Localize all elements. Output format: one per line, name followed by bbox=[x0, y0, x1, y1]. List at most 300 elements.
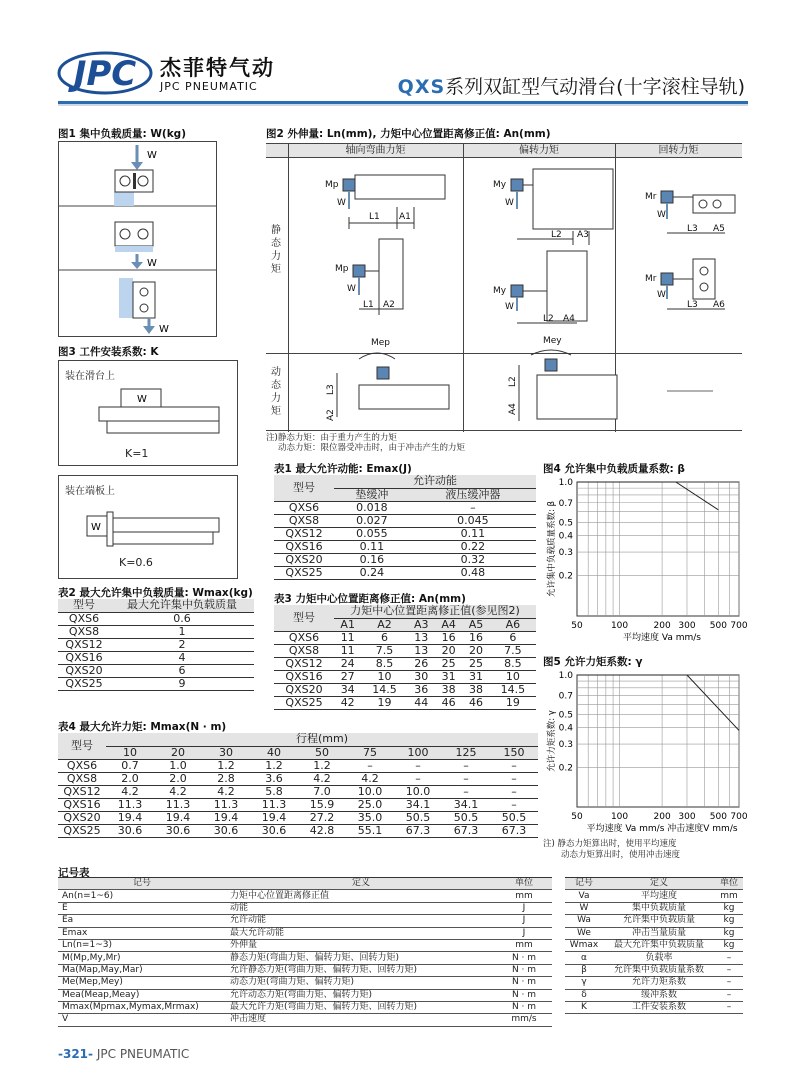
page-title bbox=[398, 72, 745, 99]
symbols_left-cell: Emax bbox=[58, 927, 226, 939]
table2-cell: 6 bbox=[110, 664, 254, 677]
svg-text:Mep: Mep bbox=[371, 338, 391, 348]
fig1-title: 图1 集中负载质量: W(kg) bbox=[58, 128, 186, 140]
table3-cell: 10 bbox=[361, 670, 407, 683]
symbols-title: 记号表 bbox=[58, 867, 90, 879]
symbols_right-cell: 允许集中负载质量系数 bbox=[603, 964, 715, 976]
table1-row bbox=[274, 566, 536, 579]
table2-row bbox=[58, 677, 254, 690]
table4 bbox=[58, 733, 538, 838]
table4-cell: QXS12 bbox=[58, 785, 106, 798]
symbols_right-row bbox=[565, 1001, 743, 1013]
table1-cell: 0.045 bbox=[410, 514, 536, 527]
symbols_left-row bbox=[58, 1014, 552, 1026]
table4-cell: 27.2 bbox=[298, 811, 346, 824]
symbols_right-cell: We bbox=[565, 927, 603, 939]
svg-text:L3: L3 bbox=[687, 300, 698, 310]
symbols_right-cell: 负载率 bbox=[603, 952, 715, 964]
table3-cell: 26 bbox=[408, 657, 435, 670]
table3-subheader: A5 bbox=[462, 618, 489, 631]
table3-cell: QXS6 bbox=[274, 631, 334, 644]
table3-cell: 25 bbox=[435, 657, 462, 670]
table4-cell: – bbox=[490, 772, 538, 785]
table3-cell: 8.5 bbox=[490, 657, 536, 670]
symbols_left-cell: 允许动态力矩(弯曲力矩、偏转力矩) bbox=[226, 989, 496, 1001]
symbols_left-cell: 最大允许力矩(弯曲力矩、偏转力矩、回转力矩) bbox=[226, 1001, 496, 1013]
table3-cell: 44 bbox=[408, 696, 435, 709]
symL-h-unit: 单位 bbox=[496, 878, 552, 890]
table1-cell: – bbox=[410, 501, 536, 514]
svg-text:My: My bbox=[493, 180, 507, 190]
table4-row bbox=[58, 772, 538, 785]
table1-cell: 0.32 bbox=[410, 553, 536, 566]
symbols_left-cell: An(n=1~6) bbox=[58, 890, 226, 902]
table1-cell: QXS20 bbox=[274, 553, 334, 566]
symbols_left-row bbox=[58, 927, 552, 939]
t1-h-model: 型号 bbox=[274, 475, 334, 501]
table4-cell: 30.6 bbox=[106, 824, 154, 837]
svg-text:A3: A3 bbox=[577, 230, 589, 240]
table1-cell: 0.027 bbox=[334, 514, 410, 527]
table1-cell: QXS16 bbox=[274, 540, 334, 553]
table4-cell: 34.1 bbox=[442, 798, 490, 811]
symbols_left-row bbox=[58, 989, 552, 1001]
table4-subheader: 100 bbox=[394, 746, 442, 759]
table3-cell: 11 bbox=[334, 631, 361, 644]
header-rule-shadow bbox=[58, 104, 748, 106]
svg-text:W: W bbox=[657, 290, 666, 300]
symbols_right-row bbox=[565, 939, 743, 951]
svg-text:A2: A2 bbox=[383, 300, 395, 310]
table2-cell: QXS16 bbox=[58, 651, 110, 664]
table2-cell: 1 bbox=[110, 625, 254, 638]
table3-cell: 16 bbox=[462, 631, 489, 644]
table3-row bbox=[274, 657, 536, 670]
symbols-right-table bbox=[565, 877, 743, 1014]
y-tick-label: 0.5 bbox=[558, 518, 573, 529]
table4-cell: 67.3 bbox=[442, 824, 490, 837]
svg-text:A1: A1 bbox=[399, 212, 411, 222]
t1-h-group: 允许动能 bbox=[334, 475, 536, 488]
symbols_left-cell: 力矩中心位置距离修正值 bbox=[226, 890, 496, 902]
table4-cell: 0.7 bbox=[106, 759, 154, 772]
symbols_right-cell: 平均速度 bbox=[603, 890, 715, 902]
table4-cell: – bbox=[490, 798, 538, 811]
table2-cell: QXS20 bbox=[58, 664, 110, 677]
table2-cell: QXS6 bbox=[58, 612, 110, 625]
fig3-panel-endplate bbox=[58, 475, 238, 579]
table4-cell: QXS16 bbox=[58, 798, 106, 811]
fig2-note-1: 注)静态力矩：由于重力产生的力矩 bbox=[266, 433, 397, 443]
table3-cell: 46 bbox=[462, 696, 489, 709]
symbols_left-row bbox=[58, 890, 552, 902]
svg-text:Mp: Mp bbox=[325, 180, 339, 190]
y-tick-label: 0.4 bbox=[558, 723, 573, 734]
x-tick-label: 50 bbox=[571, 812, 583, 822]
symbols_right-row bbox=[565, 952, 743, 964]
symbols_right-cell: kg bbox=[715, 902, 743, 914]
table2-cell: QXS8 bbox=[58, 625, 110, 638]
x-tick-label: 700 bbox=[730, 812, 748, 822]
table3-cell: 7.5 bbox=[490, 644, 536, 657]
svg-text:Mp: Mp bbox=[335, 264, 349, 274]
svg-text:Mey: Mey bbox=[543, 336, 562, 346]
table1-title: 表1 最大允许动能: Emax(J) bbox=[274, 463, 412, 475]
x-tick-label: 200 bbox=[653, 621, 671, 631]
fig2-note-2: 动态力矩：限位器受冲击时，由于冲击产生的力矩 bbox=[278, 443, 466, 453]
symbols_left-cell: N · m bbox=[496, 989, 552, 1001]
table2-row bbox=[58, 638, 254, 651]
table4-cell: 3.6 bbox=[250, 772, 298, 785]
svg-text:A5: A5 bbox=[713, 224, 725, 234]
symbols_left-cell: Mmax(Mpmax,Mymax,Mrmax) bbox=[58, 1001, 226, 1013]
fig2-col-pitch: 轴向弯曲力矩 bbox=[345, 145, 406, 156]
table2-row bbox=[58, 612, 254, 625]
table3-cell: 38 bbox=[435, 683, 462, 696]
table4-cell: QXS6 bbox=[58, 759, 106, 772]
table4-cell: 35.0 bbox=[346, 811, 394, 824]
table1 bbox=[274, 475, 536, 580]
x-tick-label: 300 bbox=[678, 621, 696, 631]
svg-text:W: W bbox=[337, 198, 346, 208]
svg-text:W: W bbox=[347, 284, 356, 294]
table4-cell: 10.0 bbox=[394, 785, 442, 798]
fig3-k1: K=1 bbox=[125, 447, 149, 460]
title-rest: 系列双缸型气动滑台(十字滚柱导轨) bbox=[445, 76, 745, 98]
table4-cell: 11.3 bbox=[106, 798, 154, 811]
table4-cell: 1.2 bbox=[250, 759, 298, 772]
fig3-panel2-label: 装在端板上 bbox=[65, 486, 115, 497]
y-tick-label: 1.0 bbox=[558, 478, 573, 488]
table4-row bbox=[58, 811, 538, 824]
chart-note-2: 动态力矩算出时，使用冲击速度 bbox=[561, 850, 681, 860]
table3-cell: 6 bbox=[490, 631, 536, 644]
fig3-panel1-label: 装在滑台上 bbox=[65, 371, 115, 382]
symbols_right-cell: K bbox=[565, 1001, 603, 1013]
symbols_left-cell: 静态力矩(弯曲力矩、偏转力矩、回转力矩) bbox=[226, 952, 496, 964]
table4-cell: – bbox=[442, 785, 490, 798]
y-tick-label: 0.7 bbox=[558, 498, 573, 509]
table1-cell: QXS6 bbox=[274, 501, 334, 514]
t2-h-model: 型号 bbox=[58, 599, 110, 612]
symbols_right-row bbox=[565, 977, 743, 989]
symbols_right-cell: β bbox=[565, 964, 603, 976]
symbols_right-cell: kg bbox=[715, 915, 743, 927]
symbols_left-row bbox=[58, 952, 552, 964]
fig4-title: 图4 允许集中负载质量系数: β bbox=[543, 463, 685, 475]
symbols_left-cell: 动能 bbox=[226, 902, 496, 914]
fig4-chart bbox=[543, 476, 748, 646]
svg-text:W: W bbox=[505, 302, 514, 312]
table1-cell: QXS25 bbox=[274, 566, 334, 579]
fig2-col-roll: 回转力矩 bbox=[658, 145, 699, 156]
y-axis-label: 允许集中负载质量系数: β bbox=[547, 501, 557, 597]
table4-row bbox=[58, 798, 538, 811]
t4-h-group: 行程(mm) bbox=[106, 733, 538, 746]
svg-text:L2: L2 bbox=[508, 376, 518, 387]
fig3-k2: K=0.6 bbox=[119, 556, 153, 569]
symbols_right-cell: 缓冲系数 bbox=[603, 989, 715, 1001]
table3-cell: 6 bbox=[361, 631, 407, 644]
table3-cell: 31 bbox=[462, 670, 489, 683]
table1-cell: 0.018 bbox=[334, 501, 410, 514]
symbols_left-cell: mm/s bbox=[496, 1014, 552, 1026]
table3-subheader: A4 bbox=[435, 618, 462, 631]
symbols_left-row bbox=[58, 939, 552, 951]
symbols_left-cell: Ln(n=1~3) bbox=[58, 939, 226, 951]
table4-cell: 10.0 bbox=[346, 785, 394, 798]
table4-cell: 1.2 bbox=[202, 759, 250, 772]
symbols_right-cell: – bbox=[715, 964, 743, 976]
symbols-left-table bbox=[58, 877, 552, 1027]
table4-cell: 11.3 bbox=[202, 798, 250, 811]
table3-cell: 19 bbox=[361, 696, 407, 709]
symbols_right-row bbox=[565, 890, 743, 902]
x-tick-label: 100 bbox=[610, 812, 629, 822]
svg-text:W: W bbox=[505, 198, 514, 208]
table1-cell: 0.11 bbox=[334, 540, 410, 553]
symbols_right-row bbox=[565, 902, 743, 914]
fig1-w-label-1: W bbox=[147, 150, 157, 161]
table4-cell: – bbox=[490, 785, 538, 798]
svg-text:L3: L3 bbox=[687, 224, 698, 234]
x-axis-label: 平均速度 Va mm/s 冲击速度V mm/s bbox=[586, 824, 738, 834]
svg-text:A6: A6 bbox=[713, 300, 725, 310]
table1-cell: 0.16 bbox=[334, 553, 410, 566]
x-tick-label: 50 bbox=[571, 621, 583, 631]
footer-brand: JPC PNEUMATIC bbox=[96, 1047, 190, 1061]
y-tick-label: 0.2 bbox=[558, 571, 573, 582]
table1-row bbox=[274, 527, 536, 540]
table4-cell: 19.4 bbox=[202, 811, 250, 824]
table4-subheader: 50 bbox=[298, 746, 346, 759]
fig1-w-label-3: W bbox=[159, 324, 169, 335]
table2-cell: QXS25 bbox=[58, 677, 110, 690]
symR-h-unit: 单位 bbox=[715, 878, 743, 890]
fig3-title: 图3 工件安装系数: K bbox=[58, 346, 159, 358]
fig1-w-label-2: W bbox=[147, 258, 157, 269]
table1-cell: 0.22 bbox=[410, 540, 536, 553]
table4-row bbox=[58, 785, 538, 798]
table4-cell: 2.8 bbox=[202, 772, 250, 785]
table4-cell: 50.5 bbox=[490, 811, 538, 824]
fig2-drawings bbox=[289, 159, 742, 431]
symbols_left-cell: N · m bbox=[496, 964, 552, 976]
table4-cell: 67.3 bbox=[490, 824, 538, 837]
fig1-diagram bbox=[58, 141, 217, 337]
symbols_left-cell: mm bbox=[496, 890, 552, 902]
table4-cell: – bbox=[394, 772, 442, 785]
table4-cell: 2.0 bbox=[154, 772, 202, 785]
symbols_left-cell: M(Mp,My,Mr) bbox=[58, 952, 226, 964]
svg-text:L2: L2 bbox=[543, 314, 554, 324]
table4-cell: – bbox=[490, 759, 538, 772]
table3-cell: QXS20 bbox=[274, 683, 334, 696]
table2 bbox=[58, 599, 254, 691]
symbols_left-cell: 最大允许动能 bbox=[226, 927, 496, 939]
company-logo bbox=[58, 52, 153, 94]
table3-cell: QXS25 bbox=[274, 696, 334, 709]
svg-text:A4: A4 bbox=[563, 314, 575, 324]
table4-cell: 25.0 bbox=[346, 798, 394, 811]
table4-subheader: 10 bbox=[106, 746, 154, 759]
table3-cell: 24 bbox=[334, 657, 361, 670]
fig2-grid bbox=[266, 143, 742, 431]
table4-cell: 4.2 bbox=[106, 785, 154, 798]
fig2-row-static: 静态力矩 bbox=[271, 225, 281, 275]
x-tick-label: 700 bbox=[730, 621, 748, 631]
table3-row bbox=[274, 696, 536, 709]
table3-cell: 30 bbox=[408, 670, 435, 683]
svg-text:L1: L1 bbox=[363, 300, 374, 310]
table4-subheader: 20 bbox=[154, 746, 202, 759]
page-footer bbox=[58, 1047, 189, 1061]
symbols_left-cell: Ma(Map,May,Mar) bbox=[58, 964, 226, 976]
x-tick-label: 200 bbox=[653, 812, 671, 822]
brand-name-cn: 杰菲特气动 bbox=[160, 56, 275, 80]
symbols_right-cell: – bbox=[715, 1001, 743, 1013]
table3-cell: 38 bbox=[462, 683, 489, 696]
y-tick-label: 0.5 bbox=[558, 710, 573, 721]
table1-cell: 0.48 bbox=[410, 566, 536, 579]
page-number: -321- bbox=[58, 1047, 94, 1061]
symbols_right-cell: δ bbox=[565, 989, 603, 1001]
table3-cell: QXS8 bbox=[274, 644, 334, 657]
symbols_right-cell: 最大允许集中负载质量 bbox=[603, 939, 715, 951]
table4-cell: 19.4 bbox=[250, 811, 298, 824]
table3-subheader: A2 bbox=[361, 618, 407, 631]
table3-subheader: A3 bbox=[408, 618, 435, 631]
symbols_right-cell: Wmax bbox=[565, 939, 603, 951]
table4-cell: 30.6 bbox=[202, 824, 250, 837]
symbols_left-row bbox=[58, 915, 552, 927]
symbols_right-cell: 工件安装系数 bbox=[603, 1001, 715, 1013]
symR-h-def: 定义 bbox=[603, 878, 715, 890]
fig5-chart bbox=[543, 669, 748, 837]
table4-cell: 67.3 bbox=[394, 824, 442, 837]
title-model: QXS bbox=[397, 76, 446, 98]
table4-cell: QXS20 bbox=[58, 811, 106, 824]
symbols_left-cell: N · m bbox=[496, 977, 552, 989]
y-tick-label: 0.2 bbox=[558, 763, 573, 774]
fig2-row-dynamic: 动态力矩 bbox=[271, 367, 281, 417]
plot-frame bbox=[577, 675, 739, 807]
t4-h-model: 型号 bbox=[58, 733, 106, 759]
symbols_left-cell: 冲击速度 bbox=[226, 1014, 496, 1026]
table4-subheader: 125 bbox=[442, 746, 490, 759]
table4-title: 表4 最大允许力矩: Mmax(N · m) bbox=[58, 721, 227, 733]
table1-row bbox=[274, 501, 536, 514]
table4-cell: 4.2 bbox=[154, 785, 202, 798]
table4-cell: QXS25 bbox=[58, 824, 106, 837]
table3-row bbox=[274, 631, 536, 644]
table4-cell: 50.5 bbox=[442, 811, 490, 824]
svg-text:Mr: Mr bbox=[645, 192, 657, 202]
x-tick-label: 500 bbox=[709, 812, 727, 822]
symbols_right-cell: kg bbox=[715, 939, 743, 951]
table3-cell: 34 bbox=[334, 683, 361, 696]
symbols_left-cell: 允许静态力矩(弯曲力矩、偏转力矩、回转力矩) bbox=[226, 964, 496, 976]
symbols_left-cell: V bbox=[58, 1014, 226, 1026]
svg-text:L1: L1 bbox=[369, 212, 380, 222]
table3-cell: 25 bbox=[462, 657, 489, 670]
table2-cell: 4 bbox=[110, 651, 254, 664]
table2-row bbox=[58, 651, 254, 664]
table3-cell: 13 bbox=[408, 631, 435, 644]
symbols_left-cell: E bbox=[58, 902, 226, 914]
table4-subheader: 150 bbox=[490, 746, 538, 759]
table2-cell: 2 bbox=[110, 638, 254, 651]
symbols_left-row bbox=[58, 902, 552, 914]
table4-cell: 19.4 bbox=[106, 811, 154, 824]
symbols_left-cell: 动态力矩(弯曲力矩、偏转力矩) bbox=[226, 977, 496, 989]
symR-h-symbol: 记号 bbox=[565, 878, 603, 890]
t1-h-pad: 垫缓冲 bbox=[334, 488, 410, 501]
symbols_right-cell: – bbox=[715, 977, 743, 989]
table4-cell: 34.1 bbox=[394, 798, 442, 811]
table3-cell: 36 bbox=[408, 683, 435, 696]
table3-row bbox=[274, 683, 536, 696]
symbols_right-cell: Wa bbox=[565, 915, 603, 927]
table2-cell: QXS12 bbox=[58, 638, 110, 651]
svg-text:W: W bbox=[657, 210, 666, 220]
table1-row bbox=[274, 553, 536, 566]
symbols_right-cell: kg bbox=[715, 927, 743, 939]
t3-h-model: 型号 bbox=[274, 605, 334, 631]
table4-cell: – bbox=[442, 772, 490, 785]
svg-text:Mr: Mr bbox=[645, 274, 657, 284]
table3-title: 表3 力矩中心位置距离修正值: An(mm) bbox=[274, 593, 466, 605]
fig2-title: 图2 外伸量: Ln(mm), 力矩中心位置距离修正值: An(mm) bbox=[266, 128, 551, 140]
table4-cell: 11.3 bbox=[154, 798, 202, 811]
table3-cell: 11 bbox=[334, 644, 361, 657]
table4-cell: 4.2 bbox=[346, 772, 394, 785]
fig2-col-yaw: 偏转力矩 bbox=[519, 145, 559, 156]
table3-cell: 13 bbox=[408, 644, 435, 657]
fig3-w2: W bbox=[91, 522, 101, 533]
table4-cell: 50.5 bbox=[394, 811, 442, 824]
symbols_left-cell: mm bbox=[496, 939, 552, 951]
table1-cell: QXS12 bbox=[274, 527, 334, 540]
table4-row bbox=[58, 759, 538, 772]
y-axis-label: 允许力矩系数: γ bbox=[547, 710, 557, 772]
table4-subheader: 40 bbox=[250, 746, 298, 759]
table3-cell: 14.5 bbox=[490, 683, 536, 696]
symbols_left-cell: N · m bbox=[496, 1001, 552, 1013]
svg-text:My: My bbox=[493, 286, 507, 296]
symbols_right-cell: Va bbox=[565, 890, 603, 902]
table4-cell: QXS8 bbox=[58, 772, 106, 785]
table4-cell: 30.6 bbox=[154, 824, 202, 837]
symbols_left-row bbox=[58, 964, 552, 976]
y-tick-label: 0.4 bbox=[558, 531, 573, 542]
svg-text:L3: L3 bbox=[326, 384, 336, 395]
svg-text:A2: A2 bbox=[326, 409, 336, 421]
table4-subheader: 75 bbox=[346, 746, 394, 759]
symL-h-symbol: 记号 bbox=[58, 878, 226, 890]
symbols_right-row bbox=[565, 964, 743, 976]
table3-cell: QXS16 bbox=[274, 670, 334, 683]
symbols_left-cell: N · m bbox=[496, 952, 552, 964]
fig3-panel-slide bbox=[58, 360, 238, 466]
symbols_right-cell: γ bbox=[565, 977, 603, 989]
table3-subheader: A6 bbox=[490, 618, 536, 631]
table4-cell: 30.6 bbox=[250, 824, 298, 837]
t1-h-hydraulic: 液压缓冲器 bbox=[410, 488, 536, 501]
table4-cell: 4.2 bbox=[202, 785, 250, 798]
symbols_right-cell: 冲击当量质量 bbox=[603, 927, 715, 939]
symbols_left-cell: J bbox=[496, 902, 552, 914]
